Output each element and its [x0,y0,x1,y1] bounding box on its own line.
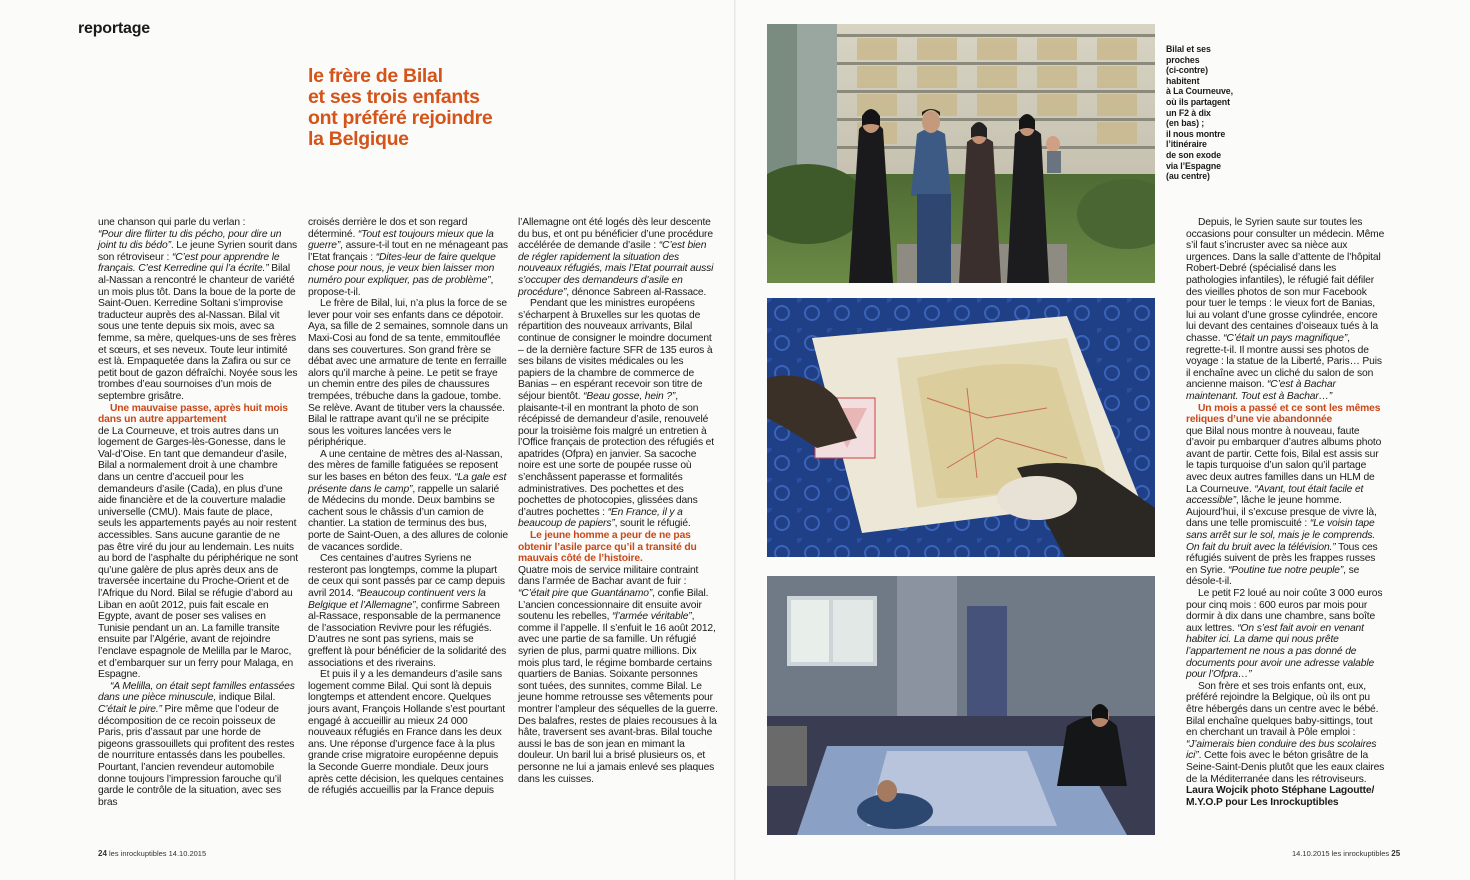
quote: “C’est bien de régler rapidement la situation des nouveaux réfugiés, mais l’Etat pourrait aussi s’occuper des demandeurs d’asile en procédure” [518,240,714,298]
quote: “J’aimerais bien conduire des bus scolaires ici” [1186,738,1377,762]
text-run: Le petit F2 loué au noir coûte 3 000 euros pour cinq mois : 600 euros par mois pour dormir à dix dans une chambre, sans boîte aux lettres. [1186,588,1383,634]
paragraph [308,217,508,298]
text-run: , confirme Sabreen al-Rassace, responsable de la permanence de l’association Revivre pour les réfugiés. D’autres ne sont pas syriens, mais se greffent là pour bénéficier de la solidarité des associations et des riverains. [308,599,507,669]
paragraph [98,681,298,809]
text-run: l’Allemagne ont été logés dès leur descente du bus, et ont pu bénéficier d’une procédure accélérée de demande d’asile : [518,217,713,252]
text-run: Bilal al-Nassan a rencontré le chanteur de variété un mois plus tôt. Dans la boue de la porte de Saint-Ouen. Kerredine Soltani s’improvise traducteur auprès des al-Nassan. Bilal vit sous une tente depuis six mois, avec sa femme, sa mère, quelques-uns de ses frères et sœurs, et ses neveux. Toute leur intimité est là. Empaquetée dans la Zafira ou sur ce petit bout de gazon défraîchi. Noyée sous les trombes d’eau sournoises d’un mois de septembre grisâtre. [98,263,298,402]
photo-caption [1166,44,1246,182]
headline-line: le frère de Bilal [308,65,443,87]
paragraph: Et puis il y a les demandeurs d’asile sans logement comme Bilal. Qui sont là depuis longtemps et attendent encore. Quelques jours avant, François Hollande s’est pourtant engagé à accueillir au mieux 24 000 nouveaux réfugiés en France dans les deux ans. Une réponse d’urgence face à la plus grande crise migratoire européenne depuis la Seconde Guerre mondiale. Deux jours après cette décision, les quelques centaines de réfugiés accueillis par la France depuis [308,669,506,797]
paragraph [518,217,718,298]
text-run: , se désole-t-il. [1186,564,1360,588]
paragraph: Le frère de Bilal, lui, n’a plus la force de se lever pour voir ses enfants dans ce dépotoir. Aya, sa fille de 2 semaines, somnole dans un Maxi-Cosi au fond de sa tente, emmitouflée dans ses couvertures. Son grand frère se débat avec une armature de tente en ferraille alors qu’il marche à peine. Le petit se fraye un chemin entre des piles de chaussures trempées, trébuche dans la gadoue, tombe. Se relève. Avant de tituber vers la chaussée. Bilal le rattrape avant qu’il ne se précipite sous les voitures lancées vers le périphérique. [308,298,508,449]
room-photo [767,576,1155,835]
text-run: Pendant que les ministres européens s’écharpent à Bruxelles sur les quotas de répartition des nouveaux arrivants, Bilal continue de consigner le moindre document – de la dernière facture SFR de 135 euros à ses bilans de visites médicales ou les papiers de la chambre de commerce de Banias – en espérant recevoir son titre de séjour bientôt. [518,298,713,402]
headline [308,66,578,150]
pull-quote: Une mauvaise passe, après huit mois dans un autre appartement [98,402,288,426]
headline-line: la Belgique [308,128,409,150]
text-run: Son frère et ses trois enfants ont, eux, préféré rejoindre la Belgique, où ils ont pu être hébergés dans un centre avec le bébé. Bilal enchaîne quelques baby-sittings, tout en cherchant un travail à Pôle emploi : [1186,680,1379,739]
family-photo [767,24,1155,283]
caption-line: (ci-contre) [1166,65,1208,76]
paragraph [98,217,298,403]
caption-line: proches [1166,54,1200,65]
section-rubric: reportage [78,20,150,37]
quote: “Pour dire flirter tu dis pécho, pour dire un joint tu dis bédo” [98,228,282,252]
paragraph [1186,681,1386,785]
text-run: , rappelle un salarié de Médecins du monde. Deux bambins se cachent sous le châssis d’un camion de chantier. La station de terminus des bus, porte de Saint-Ouen, a des allures de colonie de vacances sordide. [308,483,508,553]
text-run: , confie Bilal. L’ancien concessionnaire dit ensuite avoir soutenu les rebelles, [518,588,709,623]
text-run: , sourit le réfugié. [614,518,691,530]
caption-line: à La Courneuve, [1166,86,1233,97]
text-run: . Le jeune Syrien sourit dans son rétroviseur : [98,240,298,263]
caption-line: de son exode [1166,149,1222,160]
text-run: Quatre mois de service militaire contraint dans l’armée de Bachar avant de fuir : [518,564,699,588]
text-run: , lâche le jeune homme. Aujourd’hui, il s’excuse presque de vivre là, dans une telle promiscuité : [1186,495,1377,530]
quote: “On s’est fait avoir en venant habiter ici. La dame qui nous prête l’appartement ne nous a pas donné de documents pour avoir une adresse valable pour l’Ofpra…” [1186,622,1375,681]
text-run: , comme il l’appelle. Il s’enfuit le 16 août 2012, avec une partie de sa famille. Un réfugié syrien de plus, parmi quatre millions. Dix mois plus tard, le régime bombarde certains quartiers de Banias. Soixante personnes sont tuées, des sunnites, comme Bilal. Le jeune homme retrousse ses vêtements pour montrer l’ampleur des séquelles de la guerre. Des balafres, restes de plaies recousues à la hâte, traversent ses avant-bras. Bilal touche aussi le bas de son jean en mimant la douleur. Un baril lui a brisé plusieurs os, et personne ne lui a jamais enlevé ses plaques dans les cuisses. [518,611,718,785]
quote: “Avant, tout était facile et accessible” [1186,483,1364,507]
quote: C’était le pire.” [98,703,162,715]
paragraph [1186,426,1386,588]
paragraph [518,565,718,785]
quote: “C’est pour apprendre le français. C’est Kerredine qui l’a écrite.” [98,251,280,275]
paragraph [1186,217,1386,403]
quote: “Le voisin tape sans arrêt sur le sol, mais je le comprends. On fait du bruit avec la télévision.” [1186,518,1376,553]
paragraph [308,553,508,669]
quote: “A Melilla, on était sept familles entassées dans une pièce minuscule, [98,680,295,704]
text-run: Depuis, le Syrien saute sur toutes les occasions pour consulter un médecin. Même s’il faut s’incruster avec sa nièce aux urgences. Dans la salle d’attente de l’hôpital Robert-Debré (spécialisé dans les pathologies infantiles), le réfugié fait défiler des vieilles photos de son mur Facebook pour tuer le temps : le vieux fort de Banias, lui au volant d’une grosse cylindrée, encore lui devant des centaines d’oiseaux tués à la chasse. [1186,217,1385,344]
paragraph [518,298,718,530]
quote: “En France, il y a beaucoup de papiers” [518,506,683,530]
folio-text: les inrockuptibles 14.10.2015 [109,849,207,858]
caption-line: un F2 à dix [1166,107,1211,118]
article-column-3 [518,217,718,785]
caption-line: Bilal et ses [1166,44,1211,54]
quote: “C’était pire que Guantánamo” [518,588,653,599]
text-run: une chanson qui parle du verlan : [98,217,246,228]
text-run: que Bilal nous montre à nouveau, faute d’avoir pu embarquer d’autres albums photo avant de partir. Cette fois, Bilal est assis sur le tapis turquoise d’un salon qu’il partage avec deux autres familles dans un HLM de La Courneuve. [1186,425,1382,495]
text-run: , assure-t-il tout en ne ménageant pas l’Etat français : [308,240,508,263]
text-run: , regrette-t-il. Il montre aussi ses photos de voyage : la statue de la Liberté, Paris… Puis il enchaîne avec un cliché du salon de son ancienne maison. [1186,332,1382,391]
quote: “Dites-leur de faire quelque chose pour nous, je veux bien laisser mon numéro pour expliquer, pas de problème” [308,251,496,286]
article-column-4 [1186,217,1386,808]
caption-line: l’itinéraire [1166,139,1207,150]
text-run: , plaisante-t-il en montrant la photo de son récépissé de demandeur d’asile, renouvelé pour la troisième fois malgré un entretien à l’Office français de protection des réfugiés et apatrides (Ofpra) en janvier. Sa sacoche noire est une sorte de poupée russe où s’enchâssent paperasse et formalités administratives. Des pochettes et des pochettes de photocopies, glissées dans d’autres pochettes : [518,390,714,518]
page-number: 25 [1391,849,1401,858]
folio-right [1292,849,1400,858]
text-run: Pire même que l’odeur de décomposition de ce recoin poisseux de Paris, pris d’assaut par une horde de pigeons grassouillets qui profitent des restes de nourriture entassés dans les poubelles. Pourtant, l’ancien revendeur automobile donne toujours l’impression farouche qu’il garde le contrôle de la situation, avec ses bras [98,703,295,808]
caption-line: via l’Espagne [1166,160,1221,171]
paragraph [1186,588,1386,681]
quote: “Poutine tue notre peuple” [1228,564,1344,576]
caption-line: (au centre) [1166,171,1210,182]
page-number: 24 [98,849,107,858]
folio-left [98,849,206,858]
caption-line: habitent [1166,75,1200,86]
text-run: Ces centaines d’autres Syriens ne resteront pas longtemps, comme la plupart de ceux qui sont passés par ce camp depuis avril 2014. [308,553,505,599]
article-column-1 [98,217,298,808]
quote: “La gale est présente dans le camp” [308,472,507,495]
text-run: . Cette fois avec le béton grisâtre de la Seine-Saint-Denis plutôt que les eaux claires de la Méditerranée dans les rétroviseurs. [1186,750,1385,785]
caption-line: où ils partagent [1166,96,1230,107]
text-run: , dénonce Sabreen al-Rassace. [566,286,707,298]
quote: “C’était un pays magnifique” [1223,332,1348,344]
page-gutter [734,0,736,880]
headline-line: et ses trois enfants [308,86,480,108]
quote: “Tout est toujours mieux que la guerre” [308,228,494,252]
text-run: croisés derrière le dos et son regard déterminé. [308,217,468,240]
headline-line: ont préféré rejoindre [308,107,493,129]
quote: “Beau gosse, hein ?” [583,390,676,402]
caption-line: (en bas) ; [1166,118,1205,129]
pull-quote: Un mois a passé et ce sont les mêmes reliques d’une vie abandonnée [1186,402,1381,426]
quote: “C’est à Bachar maintenant. Tout est à Bachar…” [1186,379,1336,402]
byline: Laura Wojcik photo Stéphane Lagoutte/ M.Y.O.P pour Les Inrockuptibles [1186,785,1375,808]
article-column-2 [308,217,508,797]
text-run: , propose-t-il. [308,274,494,298]
text-run: indique Bilal. [216,692,276,704]
folio-text: 14.10.2015 les inrockuptibles [1292,849,1390,858]
paragraph [308,449,508,553]
quote: “l’armée véritable” [612,611,692,623]
text-run: A une centaine de mètres des al-Nassan, des mères de famille fatiguées se reposent sur les bases en béton des feux. [308,448,503,484]
map-photo [767,298,1155,557]
caption-line: il nous montre [1166,128,1226,139]
text-run: Tous ces réfugiés suivent de près les frappes russes en Syrie. [1186,541,1378,576]
quote: “Beaucoup continuent vers la Belgique et l’Allemagne” [308,588,486,611]
pull-quote: Le jeune homme a peur de ne pas obtenir l’asile parce qu’il a transité du mauvais côté de l’histoire. [518,530,697,565]
paragraph: de La Courneuve, et trois autres dans un logement de Garges-lès-Gonesse, dans le Val-d’Oise. En tant que demandeur d’asile, Bilal a normalement droit à une chambre dans un centre d’accueil pour les demandeurs d’asile (Cada), en plus d’une aide financière et de la couverture maladie universelle (CMU). Mais faute de place, seuls les appartements payés au noir restent accessibles. Sans aucune garantie de ne pas être viré du jour au lendemain. Les nuits au bord de l’asphalte du périphérique ne sont qu’une galère de plus après deux ans de traversée incertaine du Proche-Orient et de l’Afrique du Nord. Bilal se réfugie d’abord au Liban en août 2012, puis fait escale en Egypte, avant de poser ses valises en Tunisie pendant un an. La famille transite ensuite par l’Algérie, avant de rejoindre l’enclave espagnole de Melilla par le Maroc, et d’embarquer sur un ferry pour Malaga, en Espagne. [98,425,298,681]
